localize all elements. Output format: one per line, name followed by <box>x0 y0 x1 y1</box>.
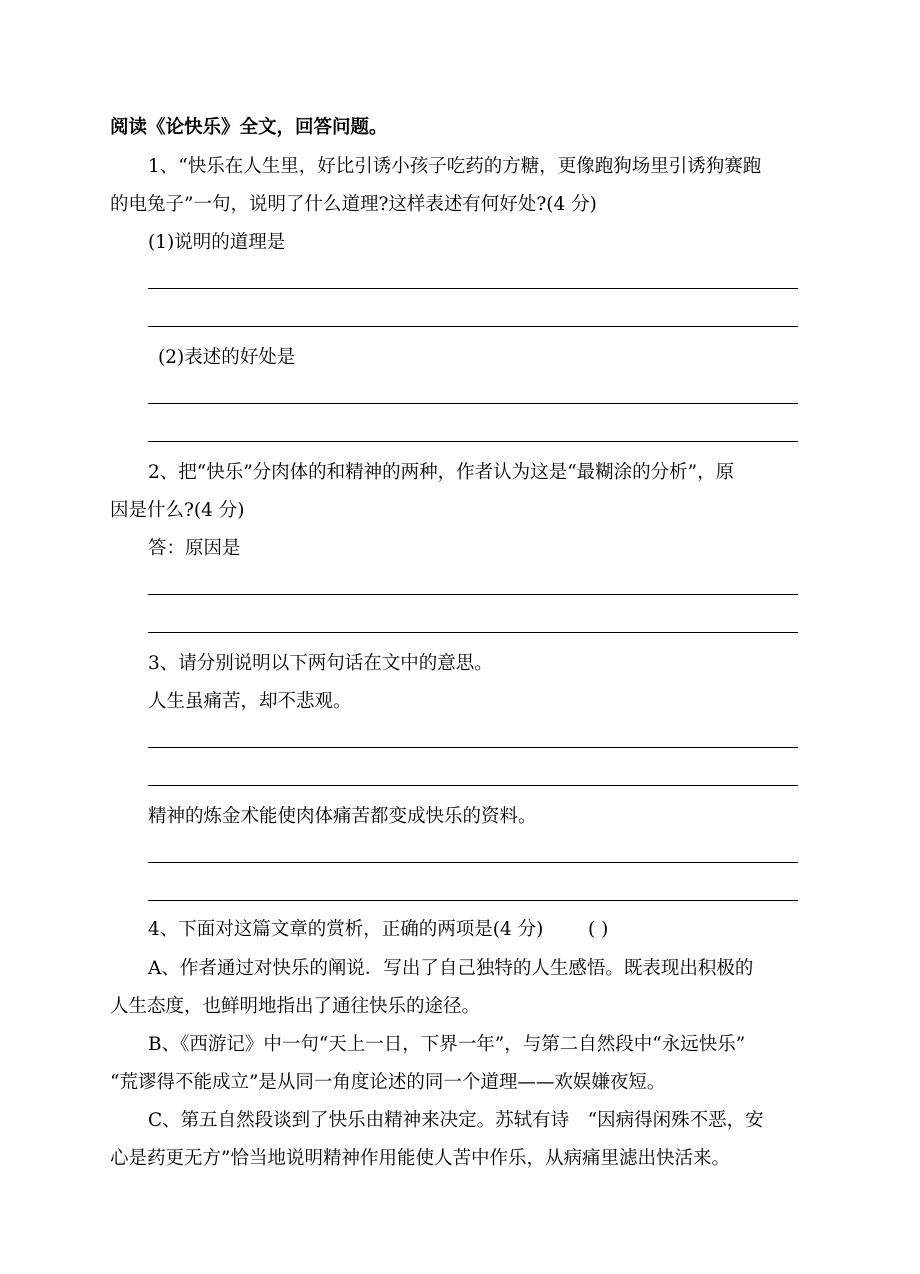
option-a-line-1: A、作者通过对快乐的阐说．写出了自己独特的人生感悟。既表现出积极的 <box>148 958 754 979</box>
worksheet-title: 阅读《论快乐》全文，回答问题。 <box>110 117 388 138</box>
question-3-sentence-2: 精神的炼金术能使肉体痛苦都变成快乐的资料。 <box>148 806 537 827</box>
question-4-answer-bracket: ( ) <box>588 919 609 940</box>
option-c-line-2: 心是药更无方”恰当地说明精神作用能使人苦中作乐，从病痛里滤出快活来。 <box>110 1148 730 1169</box>
option-b-line-2: “荒谬得不能成立”是从同一角度论述的同一个道理——欢娱嫌夜短。 <box>110 1072 666 1093</box>
answer-line <box>148 900 798 901</box>
answer-line <box>148 785 798 786</box>
question-3-sentence-1: 人生虽痛苦，却不悲观。 <box>148 691 352 712</box>
question-1-text-line-1: 1、“快乐在人生里，好比引诱小孩子吃药的方糖，更像跑狗场里引诱狗赛跑 <box>148 156 762 177</box>
option-b-line-1: B、《西游记》中一句“天上一日，下界一年”，与第二自然段中“永远快乐” <box>148 1034 746 1055</box>
answer-line <box>148 632 798 633</box>
question-1-part-2-label: (2)表述的好处是 <box>158 347 296 368</box>
answer-line <box>148 594 798 595</box>
option-a-line-2: 人生态度，也鲜明地指出了通往快乐的途径。 <box>110 996 481 1017</box>
question-1-part-1-label: (1)说明的道理是 <box>148 232 286 253</box>
answer-line <box>148 326 798 327</box>
question-2-text-line-1: 2、把“快乐”分肉体的和精神的两种，作者认为这是“最糊涂的分析”，原 <box>148 462 735 483</box>
answer-line <box>148 441 798 442</box>
question-2-answer-label: 答：原因是 <box>148 538 241 559</box>
answer-line <box>148 862 798 863</box>
question-4-prompt: 4、下面对这篇文章的赏析，正确的两项是(4 分) <box>148 919 544 940</box>
question-3-prompt: 3、请分别说明以下两句话在文中的意思。 <box>148 653 493 674</box>
answer-line <box>148 747 798 748</box>
question-1-text-line-2: 的电兔子”一句，说明了什么道理?这样表述有何好处?(4 分) <box>110 194 597 215</box>
answer-line <box>148 288 798 289</box>
option-c-line-1: C、第五自然段谈到了快乐由精神来决定。苏轼有诗 “因病得闲殊不恶，安 <box>148 1110 764 1131</box>
question-2-text-line-2: 因是什么?(4 分) <box>110 500 245 521</box>
answer-line <box>148 403 798 404</box>
